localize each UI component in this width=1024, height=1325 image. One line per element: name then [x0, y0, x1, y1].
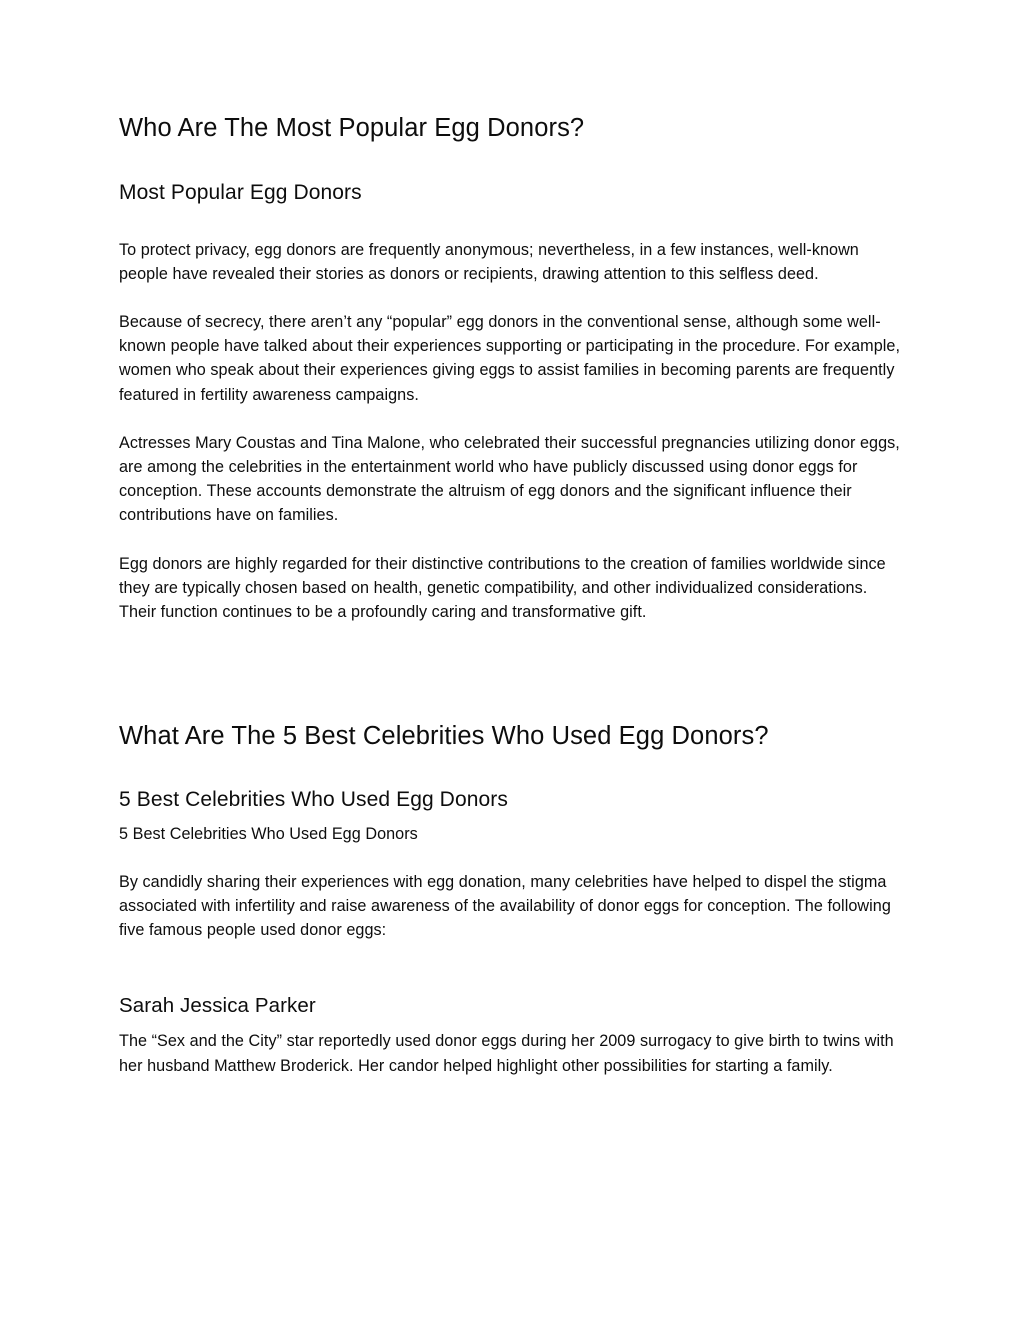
- spacer: [119, 1018, 905, 1029]
- paragraph-privacy-anonymity: To protect privacy, egg donors are frequently anonymous; nevertheless, in a few instances, well-known people have revealed their stories as donors or recipients, drawing attention to this selfless deed.: [119, 240, 859, 283]
- spacer: [119, 943, 905, 993]
- top-spacer: [119, 0, 905, 112]
- spacer: [119, 846, 905, 870]
- subheading-5-best-celebrities: 5 Best Celebrities Who Used Egg Donors: [119, 788, 508, 812]
- heading-5-best-celebrities: What Are The 5 Best Celebrities Who Used Egg Donors?: [119, 722, 769, 751]
- paragraph-egg-donors-regarded: Egg donors are highly regarded for their distinctive contributions to the creation of families worldwide since they are typically chosen based on health, genetic compatibility, and other individualized considerations. Their function continues to be a profoundly caring and transformative gift.: [119, 554, 886, 622]
- heading-sarah-jessica-parker: Sarah Jessica Parker: [119, 993, 316, 1017]
- section-spacer: [119, 624, 905, 720]
- subtitle-5-best-celebrities: 5 Best Celebrities Who Used Egg Donors: [119, 824, 418, 843]
- document-content: [119, 0, 905, 1078]
- spacer: [119, 814, 905, 822]
- spacer: [119, 286, 905, 310]
- spacer: [119, 528, 905, 552]
- paragraph-sarah-jessica-parker-body: The “Sex and the City” star reportedly used donor eggs during her 2009 surrogacy to give birth to twins with her husband Matthew Broderick. Her candor helped highlight other possibilities for starting a family.: [119, 1032, 894, 1075]
- paragraph-candidly-sharing: By candidly sharing their experiences with egg donation, many celebrities have helped to dispel the stigma associated with infertility and raise awareness of the availability of donor eggs for conception. The following five famous people used donor eggs:: [119, 873, 891, 940]
- spacer: [119, 407, 905, 431]
- paragraph-actresses-coustas-malone: Actresses Mary Coustas and Tina Malone, who celebrated their successful pregnancies utilizing donor eggs, are among the celebrities in the entertainment world who have publicly discussed using donor eggs for conception. These accounts demonstrate the altruism of egg donors and the significant influence their contributions have on families.: [119, 433, 900, 525]
- spacer: [119, 752, 905, 787]
- subheading-most-popular-egg-donors: Most Popular Egg Donors: [119, 181, 362, 205]
- paragraph-secrecy-conventional-sense: Because of secrecy, there aren’t any “popular” egg donors in the conventional sense, although some well-known people have talked about their experiences supporting or participating in the procedure. For example, women who speak about their experiences giving eggs to assist families in becoming parents are frequently featured in fertility awareness campaigns.: [119, 312, 901, 404]
- spacer: [119, 144, 905, 180]
- heading-most-popular-egg-donors: Who Are The Most Popular Egg Donors?: [119, 114, 585, 142]
- spacer: [119, 207, 905, 238]
